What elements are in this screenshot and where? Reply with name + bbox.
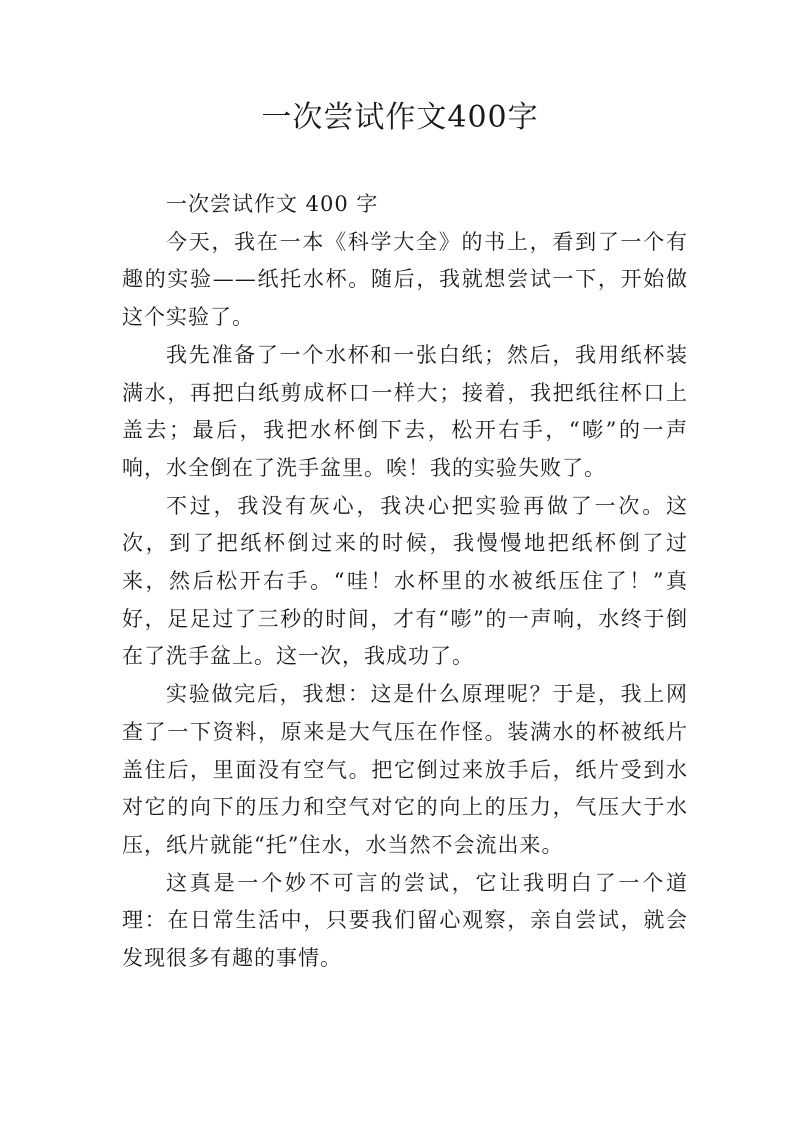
document-title: 一次尝试作文400字 (261, 100, 539, 135)
paragraph-subtitle: 一次尝试作文 400 字 (166, 192, 379, 216)
paragraph-conclusion: 这真是一个妙不可言的尝试，它让我明白了一个道理：在日常生活中，只要我们留心观察，亲自尝试，就会发现很多有趣的事情。 (122, 870, 688, 971)
paragraph-intro: 今天，我在一本《科学大全》的书上，看到了一个有趣的实验——纸托水杯。随后，我就想尝试一下，开始做这个实验了。 (122, 229, 688, 330)
paragraph-first-attempt: 我先准备了一个水杯和一张白纸；然后，我用纸杯装满水，再把白纸剪成杯口一样大；接着，我把纸往杯口上盖去；最后，我把水杯倒下去，松开右手，“嘭”的一声响，水全倒在了洗手盆里。唉！我的实验失败了。 (122, 342, 688, 480)
document-body (122, 186, 688, 978)
paragraph-second-attempt: 不过，我没有灰心，我决心把实验再做了一次。这次，到了把纸杯倒过来的时候，我慢慢地把纸杯倒了过来，然后松开右手。“哇！水杯里的水被纸压住了！”真好，足足过了三秒的时间，才有“嘭”的一声响，水终于倒在了洗手盆上。这一次，我成功了。 (122, 493, 688, 669)
paragraph-explanation: 实验做完后，我想：这是什么原理呢？于是，我上网查了一下资料，原来是大气压在作怪。装满水的杯被纸片盖住后，里面没有空气。把它倒过来放手后，纸片受到水对它的向下的压力和空气对它的向上的压力，气压大于水压，纸片就能“托”住水，水当然不会流出来。 (122, 682, 688, 857)
